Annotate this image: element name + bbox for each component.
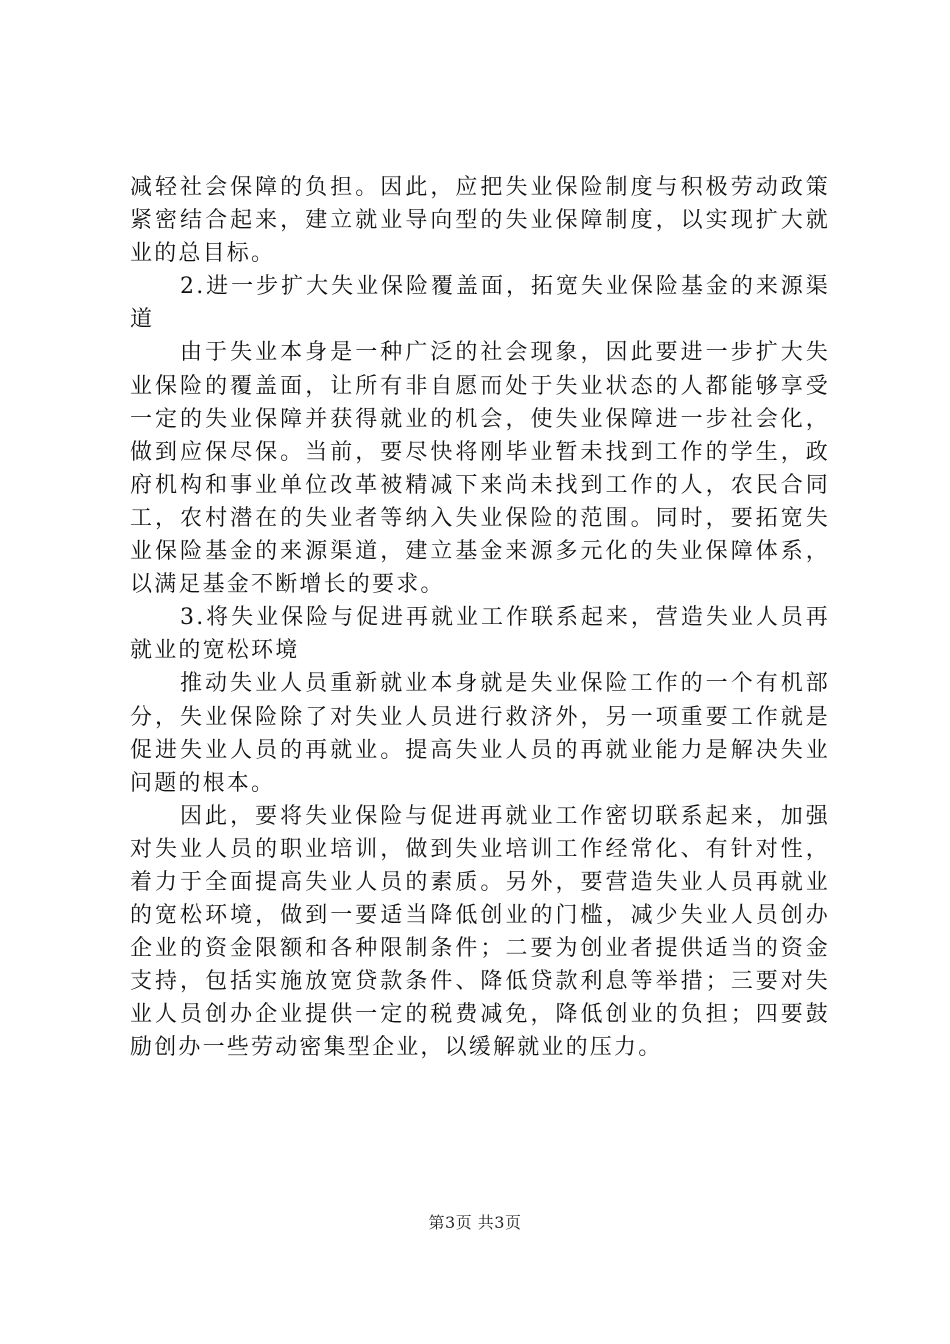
paragraph-continuation: 减轻社会保障的负担。因此，应把失业保险制度与积极劳动政策紧密结合起来，建立就业导向型的失业保障制度，以实现扩大就业的总目标。 (130, 175, 830, 267)
paragraph-measures: 因此，要将失业保险与促进再就业工作密切联系起来，加强对失业人员的职业培训，做到失业培训工作经常化、有针对性，着力于全面提高失业人员的素质。另外，要营造失业人员再就业的宽松环境，做到一要适当降低创业的门槛，减少失业人员创办企业的资金限额和各种限制条件；二要为创业者提供适当的资金支持，包括实施放宽贷款条件、降低贷款利息等举措；三要对失业人员创办企业提供一定的税费减免，降低创业的负担；四要鼓励创办一些劳动密集型企业，以缓解就业的压力。 (130, 803, 830, 1061)
paragraph-coverage: 由于失业本身是一种广泛的社会现象，因此要进一步扩大失业保险的覆盖面，让所有非自愿而处于失业状态的人都能够享受一定的失业保障并获得就业的机会，使失业保障进一步社会化，做到应保尽保。当前，要尽快将刚毕业暂未找到工作的学生，政府机构和事业单位改革被精减下来尚未找到工作的人，农民合同工，农村潜在的失业者等纳入失业保险的范围。同时，要拓宽失业保险基金的来源渠道，建立基金来源多元化的失业保障体系，以满足基金不断增长的要求。 (130, 340, 830, 598)
page-number-footer: 第3页 共3页 (428, 1213, 522, 1232)
section-heading-2: 2.进一步扩大失业保险覆盖面，拓宽失业保险基金的来源渠道 (130, 274, 830, 333)
section-heading-3: 3.将失业保险与促进再就业工作联系起来，营造失业人员再就业的宽松环境 (130, 605, 830, 664)
document-body (130, 171, 830, 1065)
paragraph-reemployment: 推动失业人员重新就业本身就是失业保险工作的一个有机部分，失业保险除了对失业人员进行救济外，另一项重要工作就是促进失业人员的再就业。提高失业人员的再就业能力是解决失业问题的根本。 (130, 671, 830, 796)
